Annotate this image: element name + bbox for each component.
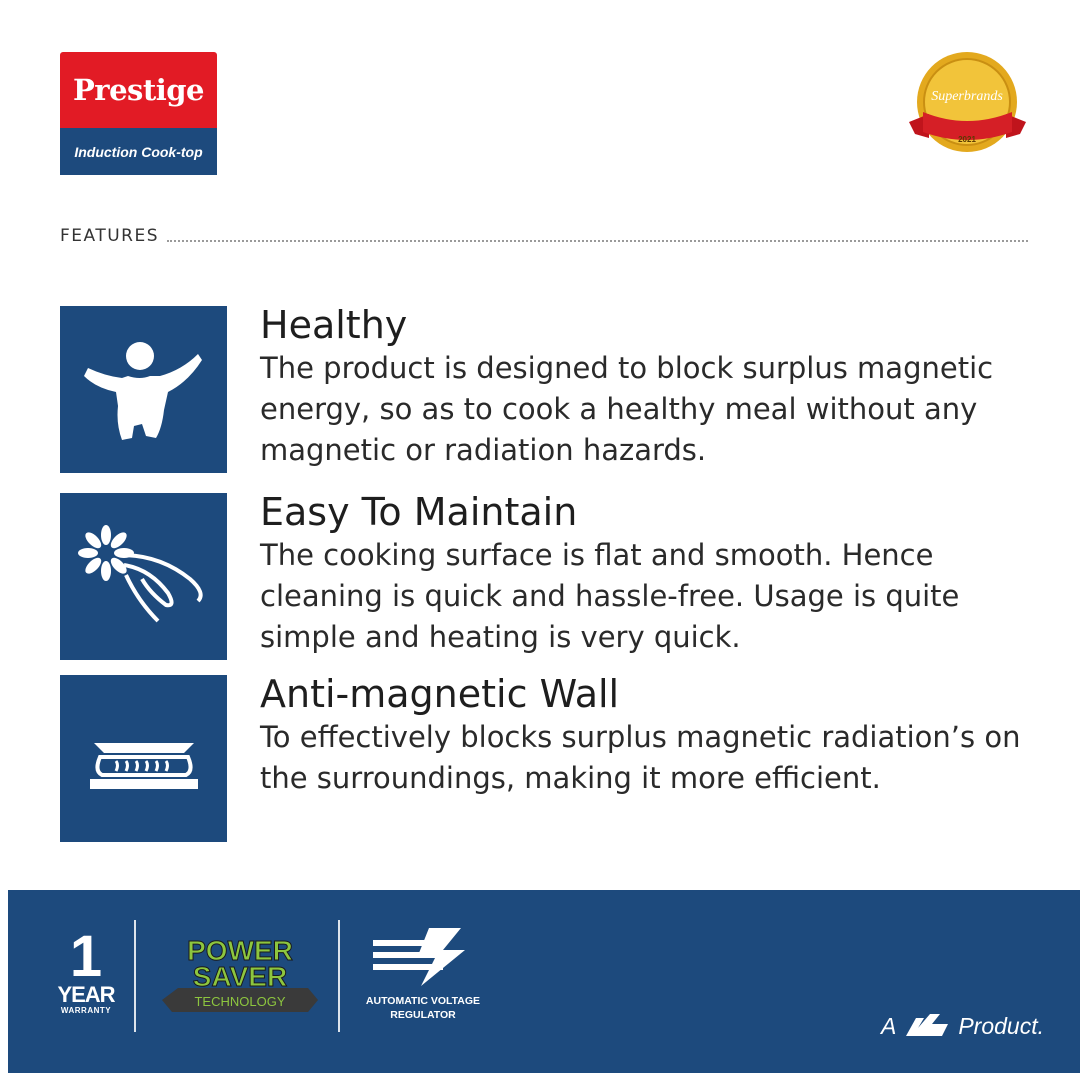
features-header <box>60 226 1028 246</box>
superbrands-badge-icon <box>905 50 1030 160</box>
power-saver-logo <box>158 930 323 1022</box>
warranty-number: 1 <box>69 924 103 989</box>
ttk-logo-icon <box>902 1010 952 1042</box>
feature-description: To effectively blocks surplus magnetic radiation’s on the surroundings, making it more efficient. <box>260 720 1021 795</box>
badge-year-text: 2021 <box>958 135 976 144</box>
badge-brand-text: Superbrands <box>931 89 1003 104</box>
feature-healthy <box>60 303 1028 474</box>
flower-wipe-icon <box>60 493 227 660</box>
divider <box>134 920 136 1032</box>
product-tag <box>881 1010 1044 1042</box>
divider <box>338 920 340 1032</box>
warranty-label: WARRANTY <box>60 1006 112 1015</box>
feature-easy-to-maintain <box>60 490 1028 661</box>
warranty-badge <box>55 924 117 1015</box>
logo-brand-panel <box>60 52 217 128</box>
prestige-logo <box>60 52 217 175</box>
product-suffix: Product. <box>958 1012 1044 1039</box>
feature-title: Anti-magnetic Wall <box>260 672 620 716</box>
warranty-unit: YEAR <box>57 982 115 1007</box>
feature-anti-magnetic-wall <box>60 672 1028 843</box>
logo-subtitle-text: Induction Cook-top <box>74 143 203 160</box>
logo-subtitle-panel <box>60 128 217 175</box>
product-prefix: A <box>881 1012 897 1039</box>
voltage-regulator-badge <box>353 926 493 1026</box>
power-saver-line1: POWER <box>187 935 293 966</box>
features-title: FEATURES <box>60 226 160 246</box>
feature-title: Easy To Maintain <box>260 490 578 534</box>
feature-description: The product is designed to block surplus magnetic energy, so as to cook a healthy meal without any magnetic or radiation hazards. <box>260 351 994 467</box>
feature-description: The cooking surface is flat and smooth. Hence cleaning is quick and hassle-free. Usage is quite simple and heating is very quick. <box>260 538 960 654</box>
person-arms-up-icon <box>60 306 227 473</box>
bottom-band <box>8 890 1080 1073</box>
power-saver-line2: SAVER <box>192 961 288 992</box>
voltage-regulator-label: AUTOMATIC VOLTAGE REGULATOR <box>365 995 481 1021</box>
pan-on-cooktop-icon <box>60 675 227 842</box>
feature-title: Healthy <box>260 303 408 347</box>
features-dotted-rule <box>167 240 1028 242</box>
power-saver-line3: TECHNOLOGY <box>194 994 286 1009</box>
lightning-lines-icon <box>369 926 477 988</box>
logo-brand-text: Prestige <box>72 73 204 107</box>
